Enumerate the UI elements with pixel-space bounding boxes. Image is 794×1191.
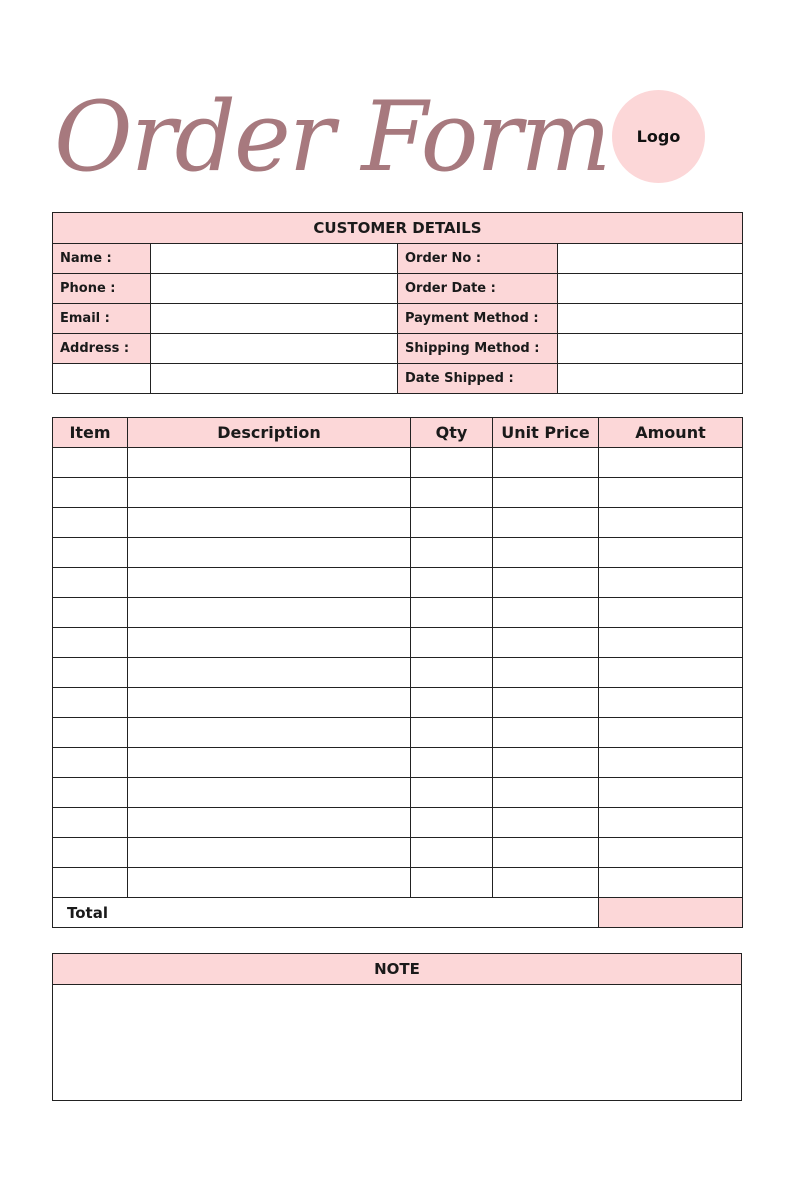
item-cell[interactable] bbox=[411, 598, 493, 628]
item-cell[interactable] bbox=[599, 778, 743, 808]
item-row bbox=[53, 448, 743, 478]
item-cell[interactable] bbox=[599, 628, 743, 658]
item-cell[interactable] bbox=[411, 868, 493, 898]
item-row bbox=[53, 778, 743, 808]
item-cell[interactable] bbox=[599, 508, 743, 538]
item-cell[interactable] bbox=[411, 628, 493, 658]
item-cell[interactable] bbox=[53, 748, 128, 778]
item-cell[interactable] bbox=[411, 658, 493, 688]
items-column-header: Amount bbox=[599, 418, 743, 448]
customer-left-field[interactable] bbox=[151, 304, 398, 334]
item-cell[interactable] bbox=[53, 508, 128, 538]
item-cell[interactable] bbox=[53, 838, 128, 868]
item-cell[interactable] bbox=[493, 688, 599, 718]
customer-left-field[interactable] bbox=[151, 364, 398, 394]
item-cell[interactable] bbox=[493, 478, 599, 508]
item-cell[interactable] bbox=[128, 568, 411, 598]
item-cell[interactable] bbox=[599, 868, 743, 898]
item-cell[interactable] bbox=[128, 688, 411, 718]
item-cell[interactable] bbox=[411, 508, 493, 538]
item-cell[interactable] bbox=[53, 658, 128, 688]
item-cell[interactable] bbox=[493, 868, 599, 898]
customer-right-label: Order No : bbox=[398, 244, 558, 274]
item-cell[interactable] bbox=[53, 808, 128, 838]
item-row bbox=[53, 568, 743, 598]
item-cell[interactable] bbox=[53, 598, 128, 628]
item-cell[interactable] bbox=[493, 658, 599, 688]
item-cell[interactable] bbox=[599, 838, 743, 868]
item-cell[interactable] bbox=[411, 718, 493, 748]
customer-left-label: Phone : bbox=[53, 274, 151, 304]
note-heading: NOTE bbox=[53, 954, 742, 985]
page-title bbox=[50, 70, 610, 205]
customer-right-label: Shipping Method : bbox=[398, 334, 558, 364]
page-title-text: Order Form bbox=[54, 81, 610, 193]
item-cell[interactable] bbox=[493, 748, 599, 778]
customer-left-field[interactable] bbox=[151, 334, 398, 364]
item-cell[interactable] bbox=[53, 478, 128, 508]
item-row bbox=[53, 808, 743, 838]
item-cell[interactable] bbox=[599, 748, 743, 778]
total-row bbox=[53, 898, 743, 928]
items-column-header: Unit Price bbox=[493, 418, 599, 448]
item-row bbox=[53, 868, 743, 898]
item-cell[interactable] bbox=[599, 808, 743, 838]
item-cell[interactable] bbox=[128, 748, 411, 778]
item-cell[interactable] bbox=[599, 568, 743, 598]
item-cell[interactable] bbox=[411, 838, 493, 868]
customer-right-field[interactable] bbox=[558, 244, 743, 274]
item-cell[interactable] bbox=[493, 718, 599, 748]
item-cell[interactable] bbox=[493, 628, 599, 658]
item-cell[interactable] bbox=[128, 808, 411, 838]
item-row bbox=[53, 538, 743, 568]
note-table bbox=[52, 953, 742, 1101]
customer-row bbox=[53, 334, 743, 364]
items-column-header: Qty bbox=[411, 418, 493, 448]
item-row bbox=[53, 628, 743, 658]
note-field[interactable] bbox=[53, 985, 742, 1101]
total-label: Total bbox=[53, 898, 599, 928]
items-table bbox=[52, 417, 743, 928]
customer-right-field[interactable] bbox=[558, 364, 743, 394]
item-row bbox=[53, 838, 743, 868]
logo-label: Logo bbox=[636, 127, 681, 146]
customer-right-field[interactable] bbox=[558, 334, 743, 364]
item-cell[interactable] bbox=[493, 568, 599, 598]
customer-left-label: Name : bbox=[53, 244, 151, 274]
item-cell[interactable] bbox=[599, 478, 743, 508]
item-cell[interactable] bbox=[128, 778, 411, 808]
item-cell[interactable] bbox=[128, 598, 411, 628]
item-cell[interactable] bbox=[599, 718, 743, 748]
item-cell[interactable] bbox=[53, 778, 128, 808]
item-row bbox=[53, 748, 743, 778]
customer-details-table bbox=[52, 212, 743, 394]
item-cell[interactable] bbox=[599, 538, 743, 568]
customer-left-field[interactable] bbox=[151, 244, 398, 274]
item-cell[interactable] bbox=[128, 838, 411, 868]
customer-left-label: Address : bbox=[53, 334, 151, 364]
item-cell[interactable] bbox=[493, 508, 599, 538]
total-amount-field[interactable] bbox=[599, 898, 743, 928]
items-column-header: Item bbox=[53, 418, 128, 448]
item-cell[interactable] bbox=[599, 448, 743, 478]
customer-right-field[interactable] bbox=[558, 304, 743, 334]
item-row bbox=[53, 478, 743, 508]
item-cell[interactable] bbox=[599, 658, 743, 688]
item-cell[interactable] bbox=[493, 598, 599, 628]
item-cell[interactable] bbox=[128, 868, 411, 898]
item-row bbox=[53, 688, 743, 718]
customer-right-field[interactable] bbox=[558, 274, 743, 304]
item-cell[interactable] bbox=[53, 688, 128, 718]
item-cell[interactable] bbox=[493, 838, 599, 868]
item-cell[interactable] bbox=[53, 538, 128, 568]
item-row bbox=[53, 658, 743, 688]
item-cell[interactable] bbox=[411, 778, 493, 808]
item-cell[interactable] bbox=[53, 568, 128, 598]
item-cell[interactable] bbox=[53, 868, 128, 898]
item-cell[interactable] bbox=[493, 448, 599, 478]
item-cell[interactable] bbox=[493, 808, 599, 838]
item-cell[interactable] bbox=[493, 538, 599, 568]
customer-row bbox=[53, 244, 743, 274]
item-cell[interactable] bbox=[128, 478, 411, 508]
item-cell[interactable] bbox=[493, 778, 599, 808]
customer-right-label: Payment Method : bbox=[398, 304, 558, 334]
item-row bbox=[53, 718, 743, 748]
customer-right-label: Order Date : bbox=[398, 274, 558, 304]
item-row bbox=[53, 598, 743, 628]
customer-left-field[interactable] bbox=[151, 274, 398, 304]
customer-left-label: Email : bbox=[53, 304, 151, 334]
item-cell[interactable] bbox=[411, 448, 493, 478]
logo-placeholder bbox=[612, 90, 705, 183]
item-cell[interactable] bbox=[53, 448, 128, 478]
item-cell[interactable] bbox=[53, 628, 128, 658]
item-cell[interactable] bbox=[411, 568, 493, 598]
items-column-header: Description bbox=[128, 418, 411, 448]
item-cell[interactable] bbox=[128, 538, 411, 568]
customer-row bbox=[53, 304, 743, 334]
customer-row bbox=[53, 364, 743, 394]
item-cell[interactable] bbox=[411, 808, 493, 838]
item-cell[interactable] bbox=[411, 538, 493, 568]
item-row bbox=[53, 508, 743, 538]
item-cell[interactable] bbox=[599, 598, 743, 628]
item-cell[interactable] bbox=[411, 688, 493, 718]
item-cell[interactable] bbox=[128, 718, 411, 748]
customer-row bbox=[53, 274, 743, 304]
item-cell[interactable] bbox=[53, 718, 128, 748]
customer-details-heading: CUSTOMER DETAILS bbox=[53, 213, 743, 244]
customer-left-label bbox=[53, 364, 151, 394]
item-cell[interactable] bbox=[128, 508, 411, 538]
item-cell[interactable] bbox=[411, 748, 493, 778]
item-cell[interactable] bbox=[128, 658, 411, 688]
item-cell[interactable] bbox=[128, 628, 411, 658]
item-cell[interactable] bbox=[599, 688, 743, 718]
item-cell[interactable] bbox=[128, 448, 411, 478]
item-cell[interactable] bbox=[411, 478, 493, 508]
customer-right-label: Date Shipped : bbox=[398, 364, 558, 394]
